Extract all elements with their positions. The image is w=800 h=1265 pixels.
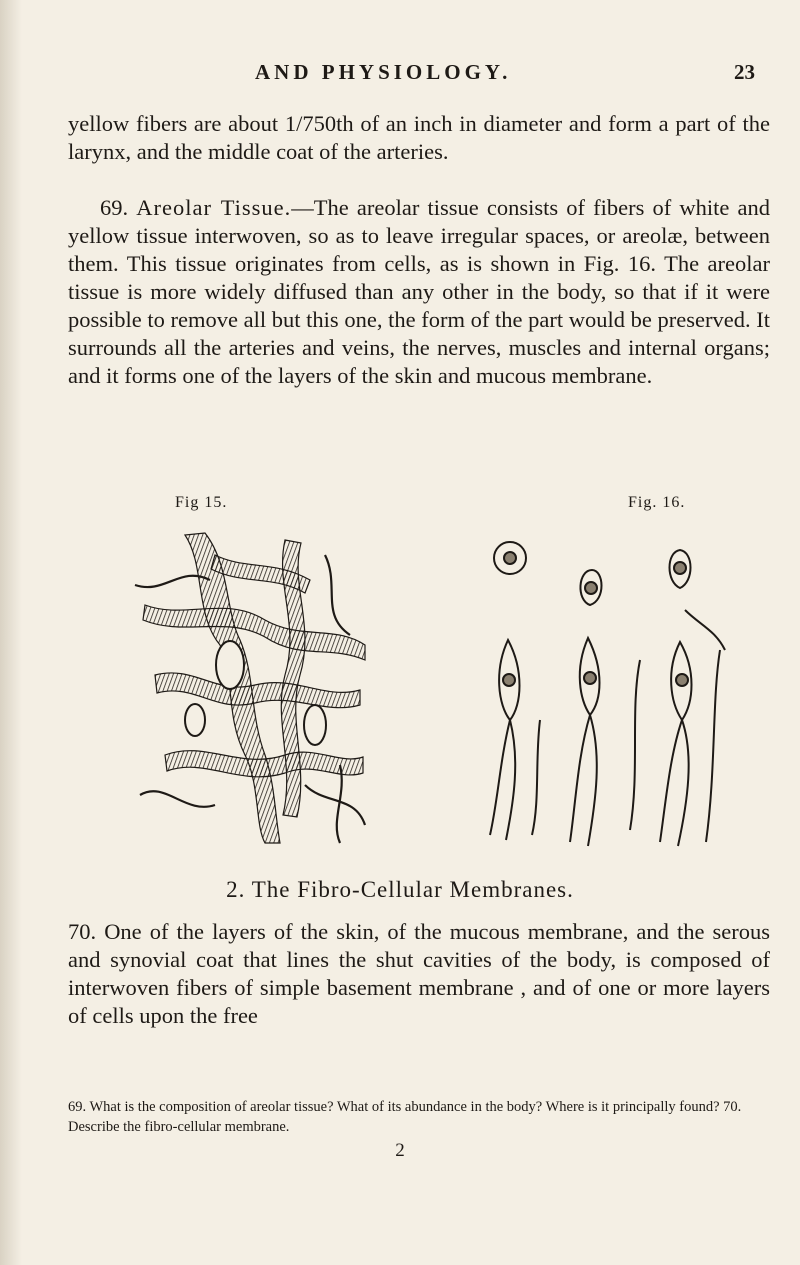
fig-16-label: Fig. 16.	[628, 494, 686, 511]
paragraph-70	[68, 918, 770, 1030]
fig-15-illustration	[125, 525, 370, 845]
section-heading-fibro-cellular: 2. The Fibro-Cellular Membranes.	[226, 877, 574, 902]
fig-15-label: Fig 15.	[175, 494, 228, 511]
fig-16-illustration	[480, 530, 730, 850]
running-title: AND PHYSIOLOGY.	[255, 60, 512, 84]
page-header	[0, 60, 800, 90]
section-69-body: —The areolar tissue consists of fibers of white and yellow tissue interwoven, so as to leave irregular spaces, or areolæ, between them. This tissue originates from cells, as is shown in Fig. 16. The areolar tissue is more widely diffused than any other in the body, so that if it were possible to remove all but this one, the form of the part would be preserved. It surrounds all the arteries and veins, the nerves, muscles and internal organs; and it forms one of the layers of the skin and mucous membrane.	[68, 195, 771, 388]
review-questions: 69. What is the composition of areolar tissue? What of its abundance in the body? Where is it principally found? 70. Describe the fibro-cellular membrane.	[68, 1099, 742, 1135]
page-number: 23	[734, 60, 755, 84]
signature-number: 2	[395, 1140, 405, 1161]
paragraph-69	[68, 194, 770, 390]
section-number-70: 70.	[68, 919, 97, 944]
paragraph-continued: yellow fibers are about 1/750th of an inch in diameter and form a part of the larynx, and the middle coat of the arteries.	[68, 111, 770, 164]
section-70-body: One of the layers of the skin, of the mucous membrane, and the serous and synovial coat that lines the shut cavities of the body, is composed of interwoven fibers of simple basement membrane , and of one or more layers of cells upon the free	[68, 919, 770, 1028]
binding-shadow	[0, 0, 22, 1265]
section-title-areolar-tissue: Areolar Tissue.	[136, 195, 292, 220]
section-number-69: 69.	[100, 195, 129, 220]
